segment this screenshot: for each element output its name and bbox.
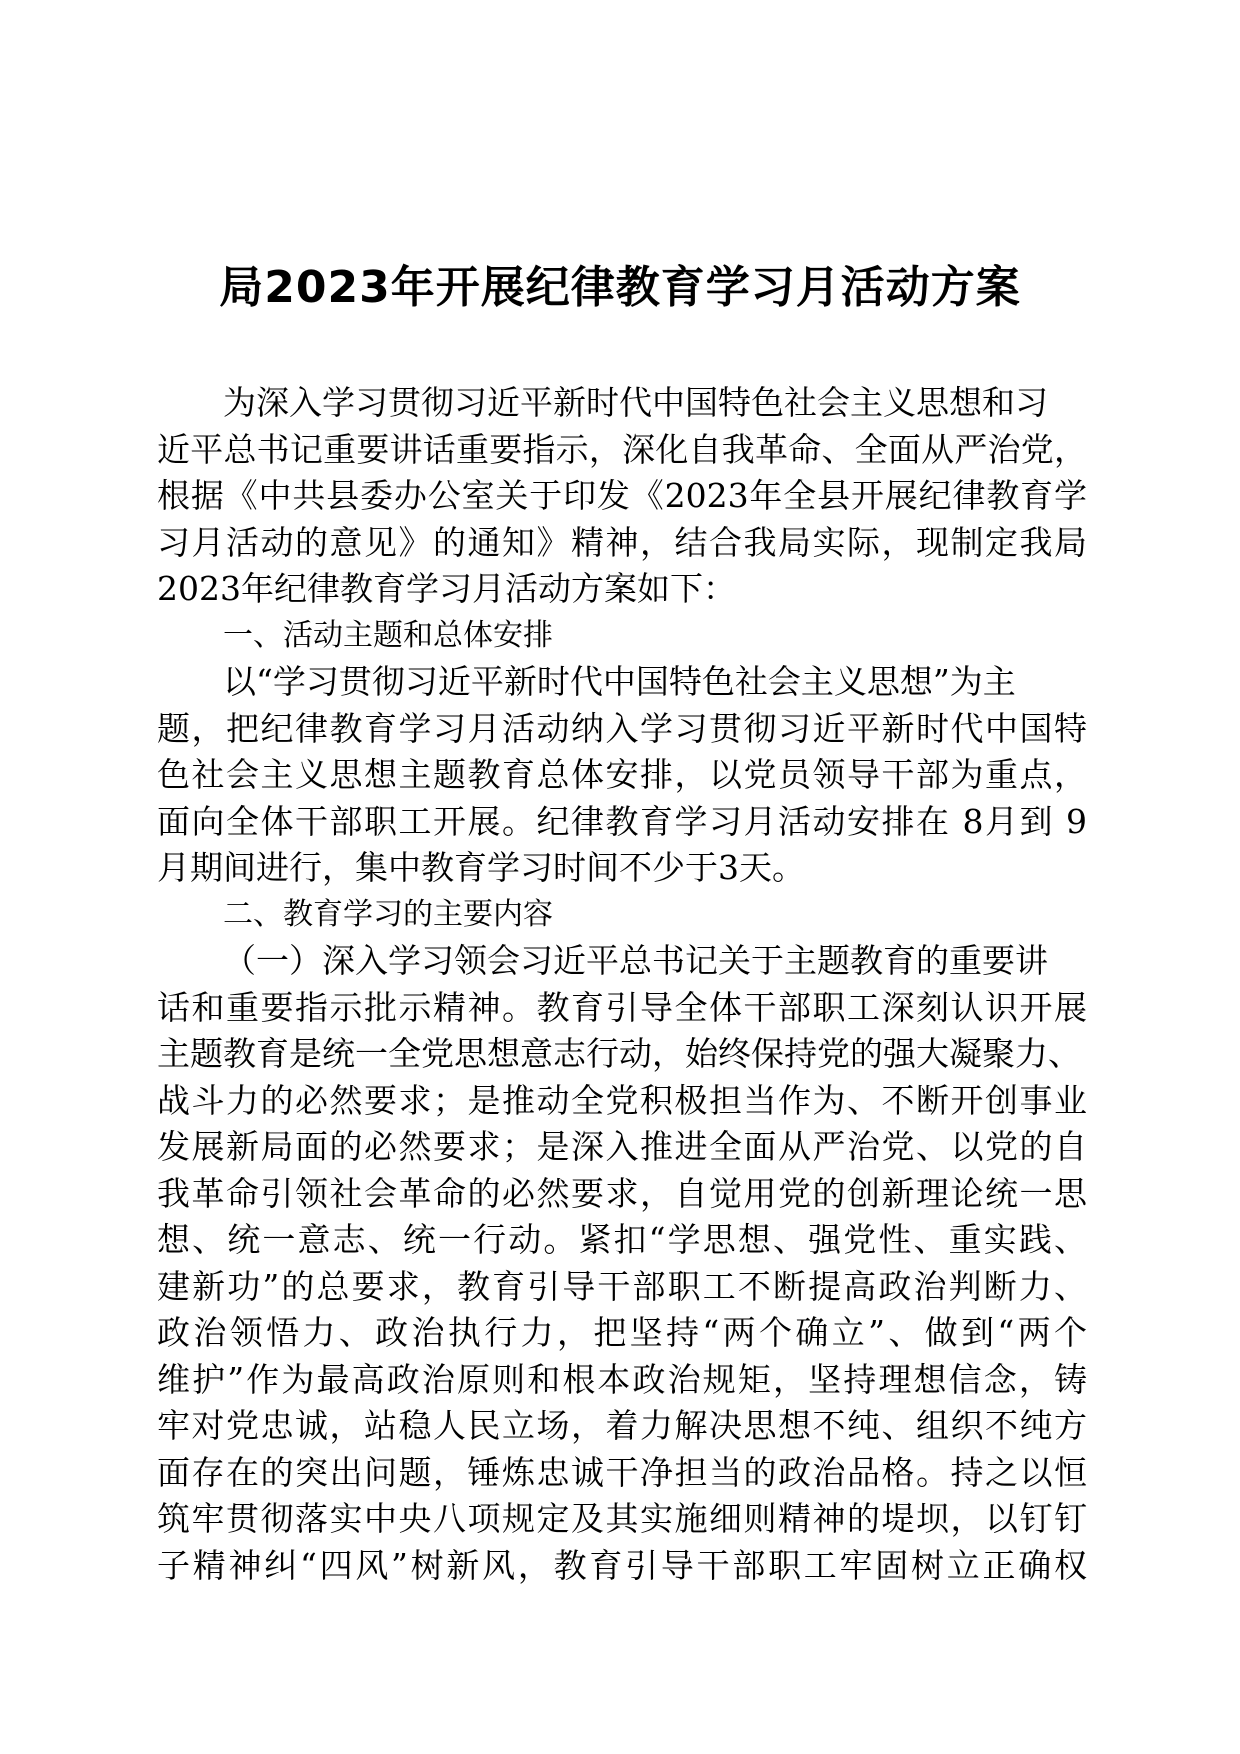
subsection-heading-line: （一）深入学习领会习近平总书记关于主题教育的重要讲 [223,941,1048,980]
paragraph-line: 为深入学习贯彻习近平新时代中国特色社会主义思想和习 [223,383,1048,422]
paragraph-line: 习月活动的意见》的通知》精神，结合我局实际，现制定我局 [157,522,1087,562]
section-heading-1: 一、活动主题和总体安排 [223,617,553,653]
paragraph-line: 维护”作为最高政治原则和根本政治规矩，坚持理想信念，铸 [157,1359,1087,1399]
paragraph-line: 子精神纠“四风”树新风，教育引导干部职工牢固树立正确权 [157,1545,1087,1585]
paragraph-line: 我革命引领社会革命的必然要求，自觉用党的创新理论统一思 [157,1173,1087,1213]
paragraph-line: 政治领悟力、政治执行力，把坚持“两个确立”、做到“两个 [157,1313,1087,1352]
paragraph-line: 根据《中共县委办公室关于印发《2023年全县开展纪律教育学 [157,476,1087,515]
paragraph-line: 想、统一意志、统一行动。紧扣“学思想、强党性、重实践、 [157,1220,1087,1259]
paragraph-line: 月期间进行，集中教育学习时间不少于3天。 [157,848,805,887]
paragraph-line: 话和重要指示批示精神。教育引导全体干部职工深刻认识开展 [157,987,1087,1027]
paragraph-line: 建新功”的总要求，教育引导干部职工不断提高政治判断力、 [157,1266,1087,1306]
paragraph-line: 战斗力的必然要求；是推动全党积极担当作为、不断开创事业 [157,1080,1087,1120]
document-title: 局2023年开展纪律教育学习月活动方案 [219,262,1021,313]
document-body [157,380,1087,1589]
paragraph-line: 发展新局面的必然要求；是深入推进全面从严治党、以党的自 [157,1127,1087,1166]
paragraph-line: 主题教育是统一全党思想意志行动，始终保持党的强大凝聚力、 [157,1034,1081,1073]
paragraph-line: 筑牢贯彻落实中央八项规定及其实施细则精神的堤坝，以钉钉 [157,1499,1087,1538]
section-heading-2: 二、教育学习的主要内容 [223,896,553,932]
paragraph-line: 色社会主义思想主题教育总体安排，以党员领导干部为重点， [157,755,1087,794]
paragraph-line: 2023年纪律教育学习月活动方案如下： [157,569,736,608]
paragraph-line: 以“学习贯彻习近平新时代中国特色社会主义思想”为主 [223,662,1016,701]
paragraph-line: 面向全体干部职工开展。纪律教育学习月活动安排在 8月到 9 [157,801,1087,841]
paragraph-line: 面存在的突出问题，锤炼忠诚干净担当的政治品格。持之以恒 [157,1452,1087,1492]
paragraph-line: 近平总书记重要讲话重要指示，深化自我革命、全面从严治党， [157,429,1087,469]
paragraph-line: 牢对党忠诚，站稳人民立场，着力解决思想不纯、组织不纯方 [157,1406,1087,1445]
paragraph-line: 题，把纪律教育学习月活动纳入学习贯彻习近平新时代中国特 [157,708,1087,748]
